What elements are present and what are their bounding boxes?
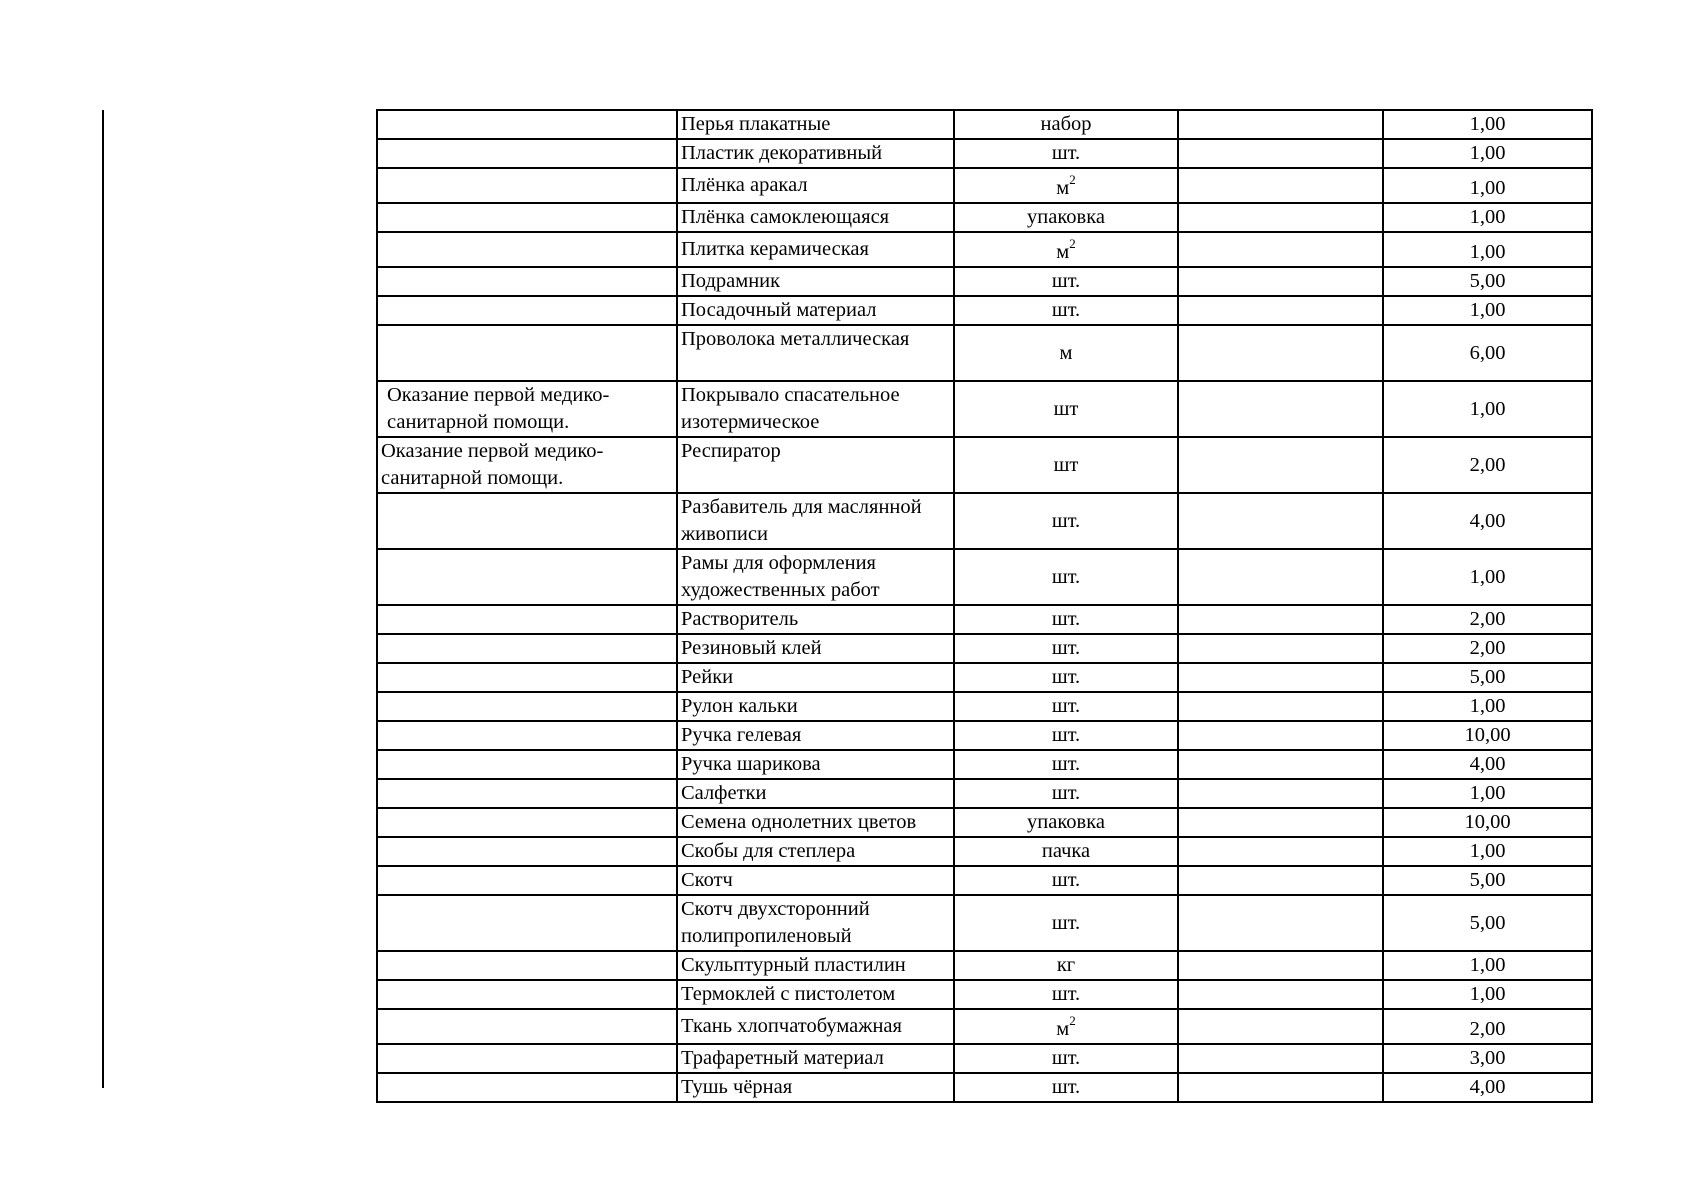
quantity-cell: 4,00 bbox=[1383, 1073, 1592, 1102]
table-row bbox=[377, 837, 1592, 866]
quantity-cell: 5,00 bbox=[1383, 866, 1592, 895]
empty-cell bbox=[1178, 980, 1383, 1009]
unit-text: упаковка bbox=[1027, 811, 1105, 833]
table-row bbox=[377, 139, 1592, 168]
item-name-cell: Трафаретный материал bbox=[677, 1044, 954, 1073]
table-row bbox=[377, 110, 1592, 139]
unit-text: шт. bbox=[1051, 724, 1081, 746]
empty-cell bbox=[1178, 837, 1383, 866]
unit-text: шт. bbox=[1051, 608, 1081, 630]
unit-text: шт. bbox=[1051, 666, 1081, 688]
item-name-cell: Проволока металлическая bbox=[677, 325, 954, 381]
unit-text: шт. bbox=[1051, 565, 1081, 588]
section-cell bbox=[377, 779, 677, 808]
table-row bbox=[377, 663, 1592, 692]
unit-cell bbox=[954, 232, 1178, 267]
item-name-cell: Респиратор bbox=[677, 437, 954, 493]
quantity-cell: 1,00 bbox=[1383, 779, 1592, 808]
item-name-cell: Ручка шарикова bbox=[677, 750, 954, 779]
empty-cell bbox=[1178, 750, 1383, 779]
table-row bbox=[377, 325, 1592, 381]
table-row bbox=[377, 381, 1592, 437]
unit-text: шт. bbox=[1051, 1076, 1081, 1098]
unit-cell bbox=[954, 980, 1178, 1009]
quantity-cell: 2,00 bbox=[1383, 605, 1592, 634]
empty-cell bbox=[1178, 232, 1383, 267]
table-row bbox=[377, 692, 1592, 721]
section-cell bbox=[377, 549, 677, 605]
unit-text: шт. bbox=[1051, 637, 1081, 659]
section-cell bbox=[377, 168, 677, 203]
section-cell bbox=[377, 1044, 677, 1073]
unit-cell bbox=[954, 110, 1178, 139]
unit-text: шт. bbox=[1051, 299, 1081, 321]
quantity-cell: 5,00 bbox=[1383, 663, 1592, 692]
quantity-cell: 1,00 bbox=[1383, 168, 1592, 203]
quantity-cell: 2,00 bbox=[1383, 1009, 1592, 1044]
unit-cell bbox=[954, 493, 1178, 549]
empty-cell bbox=[1178, 808, 1383, 837]
quantity-cell: 4,00 bbox=[1383, 493, 1592, 549]
unit-cell bbox=[954, 866, 1178, 895]
section-cell bbox=[377, 866, 677, 895]
unit-cell bbox=[954, 721, 1178, 750]
table-row bbox=[377, 980, 1592, 1009]
table-row bbox=[377, 267, 1592, 296]
table-row bbox=[377, 750, 1592, 779]
unit-cell bbox=[954, 381, 1178, 437]
quantity-cell: 6,00 bbox=[1383, 325, 1592, 381]
quantity-cell: 1,00 bbox=[1383, 692, 1592, 721]
section-cell bbox=[377, 750, 677, 779]
unit-cell bbox=[954, 634, 1178, 663]
table-row bbox=[377, 549, 1592, 605]
unit-exponent: 2 bbox=[1069, 172, 1076, 188]
unit-text: шт. bbox=[1051, 911, 1081, 934]
item-name-cell: Рейки bbox=[677, 663, 954, 692]
section-cell bbox=[377, 634, 677, 663]
item-name-cell: Ткань хлопчатобумажная bbox=[677, 1009, 954, 1044]
quantity-cell: 2,00 bbox=[1383, 634, 1592, 663]
unit-cell bbox=[954, 951, 1178, 980]
empty-cell bbox=[1178, 325, 1383, 381]
quantity-cell: 1,00 bbox=[1383, 837, 1592, 866]
section-cell bbox=[377, 232, 677, 267]
table-row bbox=[377, 634, 1592, 663]
item-name-cell: Термоклей с пистолетом bbox=[677, 980, 954, 1009]
empty-cell bbox=[1178, 866, 1383, 895]
unit-cell bbox=[954, 267, 1178, 296]
unit-exponent: 2 bbox=[1069, 236, 1076, 252]
unit-cell bbox=[954, 663, 1178, 692]
empty-cell bbox=[1178, 634, 1383, 663]
unit-exponent: 2 bbox=[1069, 1013, 1076, 1029]
table-row bbox=[377, 1009, 1592, 1044]
item-name-cell: Перья плакатные bbox=[677, 110, 954, 139]
quantity-cell: 3,00 bbox=[1383, 1044, 1592, 1073]
unit-cell bbox=[954, 1009, 1178, 1044]
quantity-cell: 4,00 bbox=[1383, 750, 1592, 779]
table-row bbox=[377, 493, 1592, 549]
quantity-cell: 1,00 bbox=[1383, 980, 1592, 1009]
unit-cell bbox=[954, 895, 1178, 951]
unit-cell bbox=[954, 750, 1178, 779]
item-name-cell: Рамы для оформления художественных работ bbox=[677, 549, 954, 605]
item-name-cell: Скотч bbox=[677, 866, 954, 895]
quantity-cell: 5,00 bbox=[1383, 267, 1592, 296]
unit-text: кг bbox=[1056, 954, 1076, 976]
item-name-cell: Тушь чёрная bbox=[677, 1073, 954, 1102]
unit-cell bbox=[954, 296, 1178, 325]
empty-cell bbox=[1178, 267, 1383, 296]
section-cell bbox=[377, 692, 677, 721]
item-name-cell: Скобы для степлера bbox=[677, 837, 954, 866]
empty-cell bbox=[1178, 549, 1383, 605]
unit-text: м bbox=[1059, 341, 1073, 364]
quantity-cell: 1,00 bbox=[1383, 296, 1592, 325]
section-cell: Оказание первой медико-санитарной помощи. bbox=[377, 437, 677, 493]
section-cell bbox=[377, 837, 677, 866]
empty-cell bbox=[1178, 139, 1383, 168]
unit-text: пачка bbox=[1041, 840, 1091, 862]
quantity-cell: 1,00 bbox=[1383, 110, 1592, 139]
unit-cell bbox=[954, 139, 1178, 168]
unit-text: м bbox=[1056, 177, 1070, 199]
item-name-cell: Скульптурный пластилин bbox=[677, 951, 954, 980]
unit-text: шт. bbox=[1051, 270, 1081, 292]
item-name-cell: Пластик декоративный bbox=[677, 139, 954, 168]
empty-cell bbox=[1178, 381, 1383, 437]
quantity-cell: 10,00 bbox=[1383, 808, 1592, 837]
item-name-cell: Растворитель bbox=[677, 605, 954, 634]
quantity-cell: 1,00 bbox=[1383, 203, 1592, 232]
unit-cell bbox=[954, 605, 1178, 634]
empty-cell bbox=[1178, 493, 1383, 549]
table-row bbox=[377, 951, 1592, 980]
unit-cell bbox=[954, 1073, 1178, 1102]
item-name-cell: Резиновый клей bbox=[677, 634, 954, 663]
unit-text: шт. bbox=[1051, 782, 1081, 804]
left-margin-rule bbox=[102, 110, 104, 1088]
section-cell bbox=[377, 1073, 677, 1102]
table-row bbox=[377, 437, 1592, 493]
empty-cell bbox=[1178, 437, 1383, 493]
quantity-cell: 1,00 bbox=[1383, 381, 1592, 437]
quantity-cell: 5,00 bbox=[1383, 895, 1592, 951]
section-cell bbox=[377, 325, 677, 381]
empty-cell bbox=[1178, 779, 1383, 808]
empty-cell bbox=[1178, 296, 1383, 325]
section-cell bbox=[377, 808, 677, 837]
empty-cell bbox=[1178, 1009, 1383, 1044]
table-row bbox=[377, 895, 1592, 951]
item-name-cell: Плёнка аракал bbox=[677, 168, 954, 203]
section-cell bbox=[377, 110, 677, 139]
table-row bbox=[377, 203, 1592, 232]
table-row bbox=[377, 866, 1592, 895]
quantity-cell: 1,00 bbox=[1383, 139, 1592, 168]
unit-cell bbox=[954, 1044, 1178, 1073]
quantity-cell: 2,00 bbox=[1383, 437, 1592, 493]
item-name-cell: Подрамник bbox=[677, 267, 954, 296]
empty-cell bbox=[1178, 203, 1383, 232]
section-cell bbox=[377, 951, 677, 980]
table-row bbox=[377, 232, 1592, 267]
quantity-cell: 1,00 bbox=[1383, 232, 1592, 267]
unit-cell bbox=[954, 203, 1178, 232]
unit-text: шт. bbox=[1051, 509, 1081, 532]
table-row bbox=[377, 1044, 1592, 1073]
empty-cell bbox=[1178, 1073, 1383, 1102]
empty-cell bbox=[1178, 721, 1383, 750]
quantity-cell: 1,00 bbox=[1383, 951, 1592, 980]
unit-cell bbox=[954, 325, 1178, 381]
unit-text: м bbox=[1056, 1018, 1070, 1040]
section-cell bbox=[377, 895, 677, 951]
item-name-cell: Салфетки bbox=[677, 779, 954, 808]
item-name-cell: Ручка гелевая bbox=[677, 721, 954, 750]
empty-cell bbox=[1178, 110, 1383, 139]
unit-cell bbox=[954, 437, 1178, 493]
unit-text: шт. bbox=[1051, 753, 1081, 775]
unit-cell bbox=[954, 808, 1178, 837]
section-cell bbox=[377, 203, 677, 232]
empty-cell bbox=[1178, 951, 1383, 980]
table-row bbox=[377, 168, 1592, 203]
unit-cell bbox=[954, 692, 1178, 721]
unit-cell bbox=[954, 837, 1178, 866]
item-name-cell: Плёнка самоклеющаяся bbox=[677, 203, 954, 232]
item-name-cell: Посадочный материал bbox=[677, 296, 954, 325]
unit-text: упаковка bbox=[1027, 206, 1105, 228]
item-name-cell: Разбавитель для маслянной живописи bbox=[677, 493, 954, 549]
section-cell bbox=[377, 139, 677, 168]
unit-text: набор bbox=[1040, 113, 1092, 135]
table-row bbox=[377, 721, 1592, 750]
empty-cell bbox=[1178, 895, 1383, 951]
section-cell bbox=[377, 721, 677, 750]
empty-cell bbox=[1178, 1044, 1383, 1073]
empty-cell bbox=[1178, 168, 1383, 203]
quantity-cell: 10,00 bbox=[1383, 721, 1592, 750]
section-cell bbox=[377, 267, 677, 296]
unit-cell bbox=[954, 549, 1178, 605]
section-cell bbox=[377, 493, 677, 549]
section-cell bbox=[377, 1009, 677, 1044]
unit-cell bbox=[954, 779, 1178, 808]
supplies-table-body bbox=[377, 110, 1592, 1102]
item-name-cell: Семена однолетних цветов bbox=[677, 808, 954, 837]
unit-text: шт. bbox=[1051, 695, 1081, 717]
quantity-cell: 1,00 bbox=[1383, 549, 1592, 605]
section-cell bbox=[377, 296, 677, 325]
unit-text: шт. bbox=[1051, 1047, 1081, 1069]
unit-text: шт bbox=[1053, 397, 1079, 420]
table-row bbox=[377, 1073, 1592, 1102]
table-row bbox=[377, 779, 1592, 808]
empty-cell bbox=[1178, 605, 1383, 634]
table-row bbox=[377, 605, 1592, 634]
item-name-cell: Покрывало спасательное изотермическое bbox=[677, 381, 954, 437]
unit-text: шт. bbox=[1051, 142, 1081, 164]
unit-text: шт. bbox=[1051, 983, 1081, 1005]
unit-text: шт. bbox=[1051, 869, 1081, 891]
empty-cell bbox=[1178, 692, 1383, 721]
item-name-cell: Плитка керамическая bbox=[677, 232, 954, 267]
supplies-table bbox=[376, 109, 1593, 1103]
section-cell bbox=[377, 663, 677, 692]
item-name-cell: Рулон кальки bbox=[677, 692, 954, 721]
empty-cell bbox=[1178, 663, 1383, 692]
section-cell bbox=[377, 980, 677, 1009]
table-row bbox=[377, 296, 1592, 325]
section-cell: Оказание первой медико-санитарной помощи. bbox=[377, 381, 677, 437]
unit-cell bbox=[954, 168, 1178, 203]
section-cell bbox=[377, 605, 677, 634]
unit-text: м bbox=[1056, 241, 1070, 263]
unit-text: шт bbox=[1053, 453, 1079, 476]
item-name-cell: Скотч двухсторонний полипропиленовый bbox=[677, 895, 954, 951]
table-row bbox=[377, 808, 1592, 837]
